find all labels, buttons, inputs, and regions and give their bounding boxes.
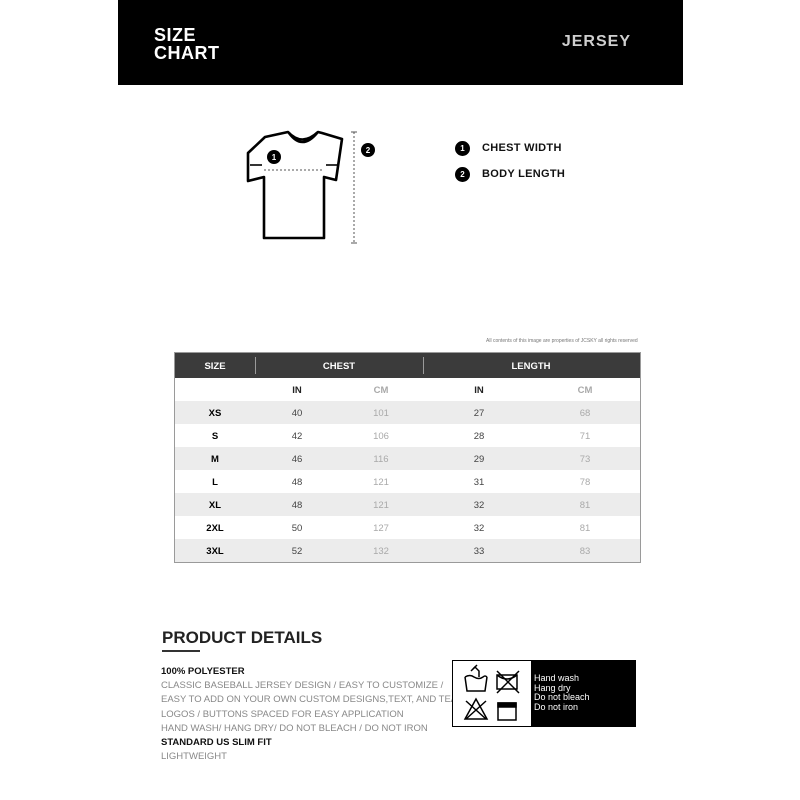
tshirt-diagram <box>240 125 380 250</box>
cell-size: S <box>211 431 219 442</box>
title-underline <box>162 650 200 652</box>
table-row <box>175 447 640 470</box>
title-line-2: CHART <box>154 43 220 63</box>
legend-number-1: 1 <box>455 141 470 156</box>
cell-length-in: 27 <box>473 408 485 419</box>
cell-length-cm: 71 <box>579 431 591 442</box>
detail-line: HAND WASH/ HANG DRY/ DO NOT BLEACH / DO NOT IRON <box>161 722 428 734</box>
care-line: Hand wash <box>534 673 580 683</box>
cell-length-cm: 78 <box>579 477 591 488</box>
care-line: Do not iron <box>534 701 579 712</box>
cell-length-cm: 83 <box>579 546 591 557</box>
table-row <box>175 516 640 539</box>
detail-line: STANDARD US SLIM FIT <box>161 737 272 749</box>
table-row <box>175 401 640 424</box>
cell-chest-cm: 116 <box>373 454 389 465</box>
do-not-iron-icon <box>498 703 516 720</box>
cell-length-cm: 73 <box>579 454 591 465</box>
detail-line: CLASSIC BASEBALL JERSEY DESIGN / EASY TO CUSTOMIZE / <box>161 680 444 692</box>
table-row <box>175 470 640 493</box>
detail-line: LIGHTWEIGHT <box>161 751 227 763</box>
cell-size: XL <box>208 500 222 511</box>
header-bar <box>118 0 683 85</box>
cell-size: XS <box>208 408 222 419</box>
table-row <box>175 493 640 516</box>
size-table <box>174 352 641 563</box>
header-length: LENGTH <box>511 361 551 372</box>
table-row <box>175 539 640 562</box>
hand-wash-icon <box>465 665 487 691</box>
cell-chest-cm: 121 <box>373 500 389 511</box>
cell-chest-in: 52 <box>291 546 303 557</box>
product-name: JERSEY <box>561 33 631 50</box>
cell-chest-cm: 101 <box>373 408 389 419</box>
copyright-notice: All contents of this image are properties of JCSKY all rights reserved <box>486 338 638 344</box>
legend-number-2: 2 <box>455 167 470 182</box>
detail-line: LOGOS / BUTTONS SPACED FOR EASY APPLICATION <box>161 708 404 720</box>
cell-length-cm: 81 <box>579 500 591 511</box>
marker-1: 1 <box>271 153 277 162</box>
subheader-chest-cm: CM <box>373 385 389 396</box>
cell-length-cm: 81 <box>579 523 591 534</box>
care-text-panel <box>531 661 635 726</box>
header-size: SIZE <box>204 361 226 372</box>
header-chest: CHEST <box>322 361 356 372</box>
detail-line: 100% POLYESTER <box>161 666 245 677</box>
care-line: Do not bleach <box>534 692 590 702</box>
cell-chest-cm: 106 <box>373 431 389 442</box>
cell-chest-in: 42 <box>291 431 303 442</box>
measurement-legend <box>455 140 565 192</box>
legend-item-length <box>455 166 565 182</box>
care-lines <box>531 661 635 712</box>
cell-length-in: 29 <box>473 454 485 465</box>
title-line-1: SIZE <box>154 25 197 45</box>
cell-chest-in: 50 <box>291 523 303 534</box>
cell-chest-in: 48 <box>291 500 303 511</box>
cell-length-in: 32 <box>473 500 485 511</box>
tshirt-outline-icon <box>248 132 342 238</box>
subheader-length-in: IN <box>474 385 484 396</box>
cell-length-cm: 68 <box>579 408 591 419</box>
legend-item-chest <box>455 140 565 156</box>
cell-size: M <box>211 454 219 465</box>
cell-length-in: 32 <box>473 523 485 534</box>
care-instructions-box <box>452 660 636 727</box>
marker-2: 2 <box>365 146 371 155</box>
cell-size: 3XL <box>206 546 224 557</box>
product-details-list <box>161 665 465 764</box>
size-chart-title <box>154 26 220 62</box>
cell-length-in: 33 <box>473 546 485 557</box>
legend-label-length: BODY LENGTH <box>482 168 566 180</box>
cell-size: 2XL <box>206 523 224 534</box>
hang-dry-icon <box>497 671 519 693</box>
cell-size: L <box>212 477 218 488</box>
subheader-length-cm: CM <box>577 385 593 396</box>
cell-chest-cm: 121 <box>373 477 389 488</box>
cell-length-in: 28 <box>473 431 485 442</box>
cell-chest-cm: 127 <box>373 523 389 534</box>
subheader-chest-in: IN <box>292 385 302 396</box>
do-not-bleach-icon <box>465 699 487 719</box>
detail-line: EASY TO ADD ON YOUR OWN CUSTOM DESIGNS,TEXT, AND TEAM <box>161 694 466 706</box>
product-details-title: PRODUCT DETAILS <box>162 628 323 647</box>
table-body <box>175 401 640 562</box>
cell-chest-in: 48 <box>291 477 303 488</box>
cell-length-in: 31 <box>473 477 485 488</box>
table-subheader <box>175 378 640 401</box>
legend-label-chest: CHEST WIDTH <box>482 142 562 154</box>
table-header <box>175 353 640 378</box>
care-icons <box>453 661 529 726</box>
cell-chest-cm: 132 <box>373 546 389 557</box>
cell-chest-in: 46 <box>291 454 303 465</box>
care-line: Hang dry <box>534 682 571 693</box>
table-row <box>175 424 640 447</box>
cell-chest-in: 40 <box>291 408 303 419</box>
